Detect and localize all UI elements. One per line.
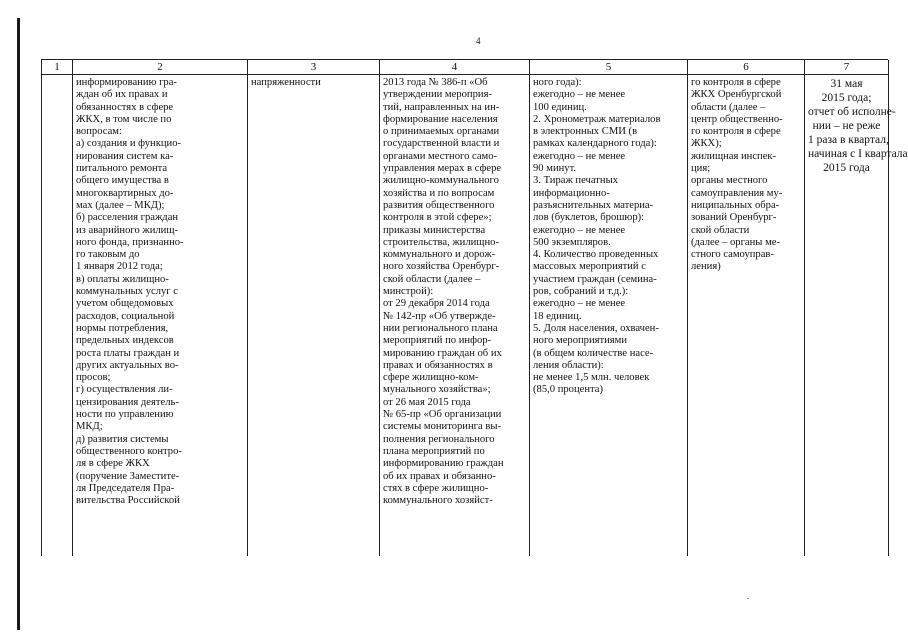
cell-line: полнения регионального	[383, 433, 495, 445]
cell-line: 1 раза в квартал,	[808, 134, 889, 146]
cell-line: № 142-пр «Об утвержде-	[383, 310, 496, 322]
cell-line: (далее – органы ме-	[691, 236, 781, 248]
cell-line: МКД;	[76, 421, 103, 433]
cell-line: многоквартирных до-	[76, 187, 174, 199]
cell-line: 18 единиц.	[533, 310, 582, 322]
cell-line: в электронных СМИ (в	[533, 126, 638, 138]
cell-line: ного хозяйства Оренбург-	[383, 261, 500, 273]
cell-line: (в общем количестве насе-	[533, 347, 654, 359]
cell-line: го таковым до	[76, 249, 140, 261]
cell-line: 31 мая	[830, 78, 863, 90]
cell-line: г) осуществления ли-	[76, 384, 173, 396]
column-header-4: 4	[380, 60, 530, 75]
cell-line: 2015 года	[823, 162, 870, 174]
cell-line: сфере жилищно-ком-	[383, 372, 479, 384]
cell-line: цензирования деятель-	[76, 396, 179, 408]
cell-line: отчет об исполне-	[808, 106, 896, 118]
cell-line: контроля в этой сфере»;	[383, 212, 492, 224]
cell-line: ления области):	[533, 359, 604, 371]
cell-line: от 26 мая 2015 года	[383, 396, 471, 408]
cell-line: учетом общедомовых	[76, 298, 174, 310]
cell-line: строительства, жилищно-	[383, 236, 499, 248]
cell-line: не менее 1,5 млн. человек	[533, 372, 650, 384]
cell-line: 4. Количество проведенных	[533, 249, 659, 261]
cell-line: минстрой):	[383, 286, 434, 298]
cell-col-7	[805, 75, 908, 556]
cell-line: ля Председателя Пра-	[76, 482, 175, 494]
cell-line: (поручение Заместите-	[76, 470, 180, 482]
cell-line: рамках календарного года):	[533, 138, 657, 150]
cell-line: д) развития системы	[76, 433, 169, 445]
cell-line: мунального хозяйства»;	[383, 384, 491, 396]
column-header-3: 3	[248, 60, 380, 75]
cell-line: мероприятий по инфор-	[383, 335, 492, 347]
cell-line: участием граждан (семина-	[533, 273, 657, 285]
cell-line: просов;	[76, 372, 111, 384]
cell-line: зований Оренбург-	[691, 212, 777, 224]
column-header-1: 1	[42, 60, 73, 75]
cell-line: утверждении мероприя-	[383, 89, 492, 101]
cell-col-2	[73, 75, 248, 556]
cell-line: жилищная инспек-	[691, 150, 777, 162]
cell-line: ля в сфере ЖКХ	[76, 458, 150, 470]
cell-line: об их правах и обязанно-	[383, 470, 496, 482]
cell-line: № 65-пр «Об организации	[383, 409, 502, 421]
cell-line: нирования систем ка-	[76, 150, 174, 162]
cell-line: ежегодно – не менее	[533, 224, 626, 236]
left-margin-rule	[17, 18, 20, 630]
cell-line: роста платы граждан и	[76, 347, 180, 359]
column-header-5: 5	[530, 60, 688, 75]
cell-line: ниципальных обра-	[691, 199, 780, 211]
cell-line: формирование населения	[383, 113, 498, 125]
cell-line: развития общественного	[383, 199, 495, 211]
cell-col-5	[530, 75, 688, 556]
cell-line: массовых мероприятий с	[533, 261, 646, 273]
cell-line: коммунального хозяйст-	[383, 495, 493, 507]
cell-line: го контроля в сфере	[691, 77, 781, 88]
cell-line: центр общественно-	[691, 113, 783, 125]
cell-line: плана мероприятий по	[383, 445, 485, 457]
cell-line: в) оплаты жилищно-	[76, 273, 169, 285]
cell-line: разъяснительных материа-	[533, 199, 654, 211]
cell-line: ности по управлению	[76, 409, 174, 421]
cell-line: 2013 года № 386-п «Об	[383, 77, 488, 88]
column-header-2: 2	[73, 60, 248, 75]
cell-line: ской области	[691, 224, 750, 236]
cell-line: ежегодно – не менее	[533, 150, 626, 162]
column-header-7: 7	[805, 60, 889, 75]
cell-line: 100 единиц.	[533, 101, 587, 113]
cell-line: 2. Хронометраж материалов	[533, 113, 661, 125]
cell-line: ской области (далее –	[383, 273, 481, 285]
cell-line: б) расселения граждан	[76, 212, 179, 224]
cell-line: стного самоуправ-	[691, 249, 774, 261]
cell-line: информированию гра-	[76, 77, 177, 88]
page-number: 4	[476, 36, 481, 46]
cell-line: из аварийного жилищ-	[76, 224, 179, 236]
cell-line: от 29 декабря 2014 года	[383, 298, 490, 310]
cell-line: других актуальных во-	[76, 359, 179, 371]
cell-line: а) создания и функцио-	[76, 138, 182, 150]
cell-line: обязанностях в сфере	[76, 101, 174, 113]
cell-line: ления)	[691, 261, 721, 273]
cell-line: мированию граждан об их	[383, 347, 502, 359]
cell-line: 3. Тираж печатных	[533, 175, 619, 187]
measures-table	[41, 59, 908, 556]
cell-line: напряженности	[251, 77, 321, 88]
cell-line: ждан об их правах и	[76, 89, 168, 101]
cell-line: нормы потребления,	[76, 322, 169, 334]
cell-line: ЖКХ);	[691, 138, 722, 150]
cell-line: го контроля в сфере	[691, 126, 781, 138]
cell-line: информационно-	[533, 187, 610, 199]
cell-line: приказы министерства	[383, 224, 486, 236]
cell-line: коммунальных услуг с	[76, 286, 179, 298]
cell-line: ного мероприятиями	[533, 335, 628, 347]
cell-line: начиная с I квартала	[808, 148, 908, 160]
cell-line: ЖКХ, в том числе по	[76, 113, 172, 125]
cell-line: органами местного само-	[383, 150, 498, 162]
cell-line: мах (далее – МКД);	[76, 199, 165, 211]
cell-line: общественного контро-	[76, 445, 182, 457]
cell-line: нии регионального плана	[383, 322, 498, 334]
cell-line: предельных индексов	[76, 335, 174, 347]
cell-line: 2015 года;	[821, 92, 872, 104]
cell-line: ного года):	[533, 77, 582, 88]
cell-line: правах и обязанностях в	[383, 359, 493, 371]
cell-line: самоуправления му-	[691, 187, 783, 199]
cell-line: 5. Доля населения, охвачен-	[533, 322, 659, 334]
cell-line: управления мерах в сфере	[383, 163, 502, 175]
cell-line: стях в сфере жилищно-	[383, 482, 489, 494]
cell-line: государственной власти и	[383, 138, 500, 150]
cell-line: коммунального и дорож-	[383, 249, 496, 261]
cell-col-1	[42, 75, 73, 556]
cell-line: жилищно-коммунального	[383, 175, 499, 187]
cell-line: лов (буклетов, брошюр):	[533, 212, 645, 224]
cell-line: общего имущества в	[76, 175, 169, 187]
cell-line: ежегодно – не менее	[533, 298, 626, 310]
cell-col-3	[248, 75, 380, 556]
cell-col-4	[380, 75, 530, 556]
cell-line: хозяйства и по вопросам	[383, 187, 495, 199]
cell-line: ров, собраний и т.д.):	[533, 286, 629, 298]
cell-line: тий, направленных на ин-	[383, 101, 500, 113]
cell-line: вительства Российской	[76, 495, 180, 507]
cell-line: ного фонда, признанно-	[76, 236, 184, 248]
cell-line: ция;	[691, 163, 711, 175]
cell-line: вопросам:	[76, 126, 122, 138]
cell-line: области (далее –	[691, 101, 766, 113]
cell-line: системы мониторинга вы-	[383, 421, 501, 433]
cell-line: питального ремонта	[76, 163, 168, 175]
cell-line: 90 минут.	[533, 163, 577, 175]
cell-line: ЖКХ Оренбургской	[691, 89, 782, 101]
cell-line: о принимаемых органами	[383, 126, 500, 138]
cell-line: 1 января 2012 года;	[76, 261, 163, 273]
scan-speck	[747, 598, 749, 599]
cell-line: 500 экземпляров.	[533, 236, 611, 248]
cell-line: органы местного	[691, 175, 768, 187]
cell-line: ежегодно – не менее	[533, 89, 626, 101]
cell-line: (85,0 процента)	[533, 384, 604, 396]
cell-col-6	[688, 75, 805, 556]
column-header-6: 6	[688, 60, 805, 75]
cell-line: информированию граждан	[383, 458, 504, 470]
cell-line: расходов, социальной	[76, 310, 175, 322]
cell-line: нии – не реже	[812, 120, 881, 132]
